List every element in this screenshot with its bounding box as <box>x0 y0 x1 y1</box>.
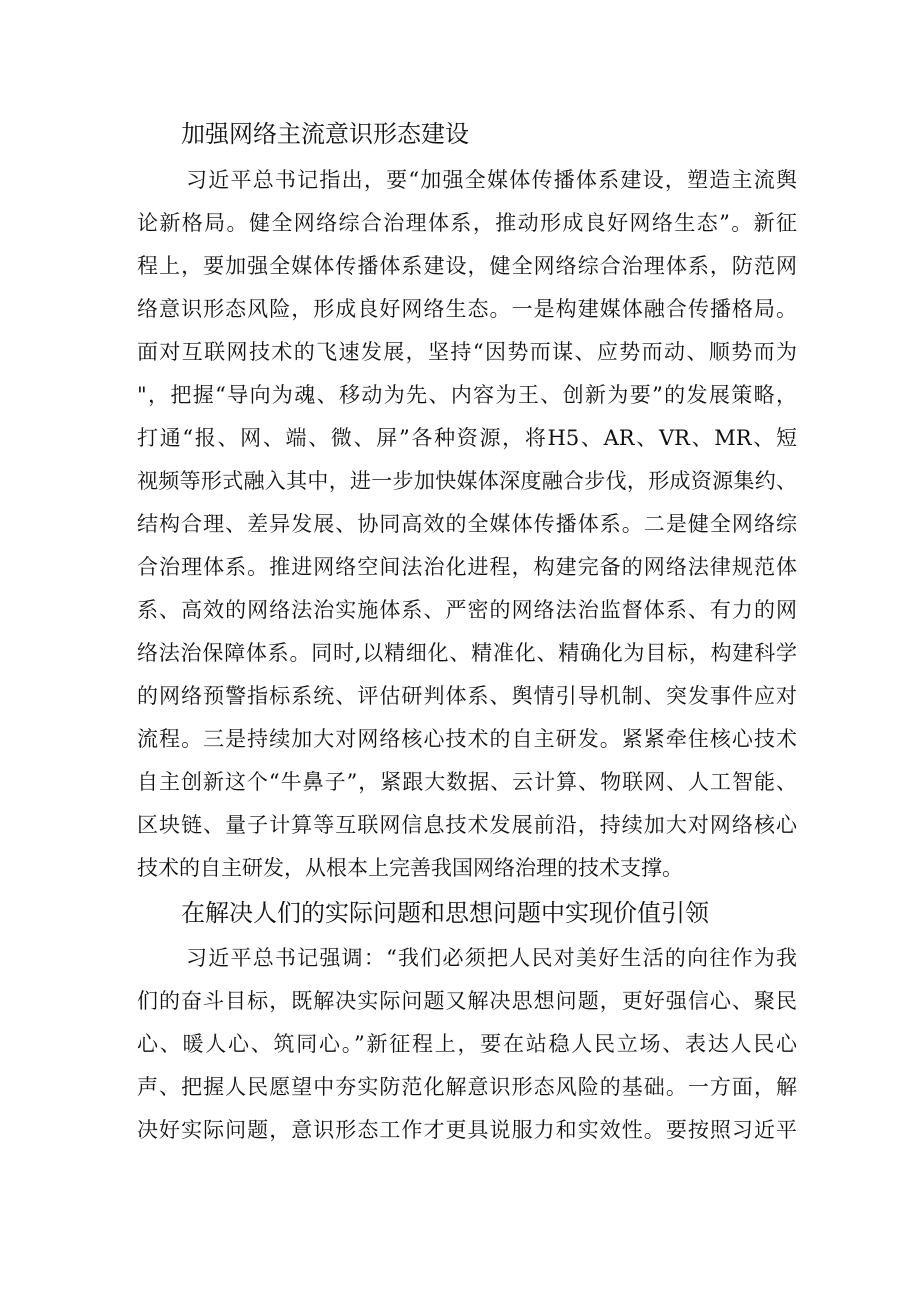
paragraph-line: 区块链、量子计算等互联网信息技术发展前沿，持续加大对网络核心 <box>137 813 797 837</box>
paragraph-line: "，把握“导向为魂、移动为先、内容为王、创新为要”的发展策略， <box>137 383 797 407</box>
section-heading: 在解决人们的实际问题和思想问题中实现价值引领 <box>181 899 709 927</box>
paragraph-line: 面对互联网技术的飞速发展，坚持“因势而谋、应势而动、顺势而为 <box>137 340 797 364</box>
paragraph-line: 系、高效的网络法治实施体系、严密的网络法治监督体系、有力的网 <box>137 598 797 622</box>
section-heading: 加强网络主流意识形态建设 <box>181 120 469 148</box>
paragraph-line: 论新格局。健全网络综合治理体系，推动形成良好网络生态”。新征 <box>137 211 797 235</box>
paragraph-line: 流程。三是持续加大对网络核心技术的自主研发。紧紧牵住核心技术 <box>137 727 797 751</box>
paragraph-line: 的网络预警指标系统、评估研判体系、舆情引导机制、突发事件应对 <box>137 684 797 708</box>
paragraph-line: 络意识形态风险，形成良好网络生态。一是构建媒体融合传播格局。 <box>137 297 797 321</box>
paragraph-line: 合治理体系。推进网络空间法治化进程，构建完备的网络法律规范体 <box>137 555 797 579</box>
paragraph-line: 程上，要加强全媒体传播体系建设，健全网络综合治理体系，防范网 <box>137 254 797 278</box>
paragraph-line: 声、把握人民愿望中夯实防范化解意识形态风险的基础。一方面，解 <box>137 1075 797 1099</box>
paragraph-line: 技术的自主研发，从根本上完善我国网络治理的技术支撑。 <box>137 856 683 880</box>
paragraph-line: 习近平总书记强调：“我们必须把人民对美好生活的向往作为我 <box>186 946 797 970</box>
paragraph-line: 视频等形式融入其中，进一步加快媒体深度融合步伐，形成资源集约、 <box>137 469 797 493</box>
paragraph-line: 决好实际问题，意识形态工作才更具说服力和实效性。要按照习近平 <box>137 1118 797 1142</box>
paragraph-line: 打通“报、网、端、微、屏”各种资源，将H5、AR、VR、MR、短 <box>137 426 797 450</box>
paragraph-line: 络法治保障体系。同时,以精细化、精准化、精确化为目标，构建科学 <box>137 641 797 665</box>
paragraph-line: 自主创新这个“牛鼻子”，紧跟大数据、云计算、物联网、人工智能、 <box>137 770 797 794</box>
paragraph-line: 们的奋斗目标，既解决实际问题又解决思想问题，更好强信心、聚民 <box>137 989 797 1013</box>
paragraph-line: 结构合理、差异发展、协同高效的全媒体传播体系。二是健全网络综 <box>137 512 797 536</box>
paragraph-line: 心、暖人心、筑同心。”新征程上，要在站稳人民立场、表达人民心 <box>137 1032 797 1056</box>
paragraph-line: 习近平总书记指出，要“加强全媒体传播体系建设，塑造主流舆 <box>186 168 797 192</box>
